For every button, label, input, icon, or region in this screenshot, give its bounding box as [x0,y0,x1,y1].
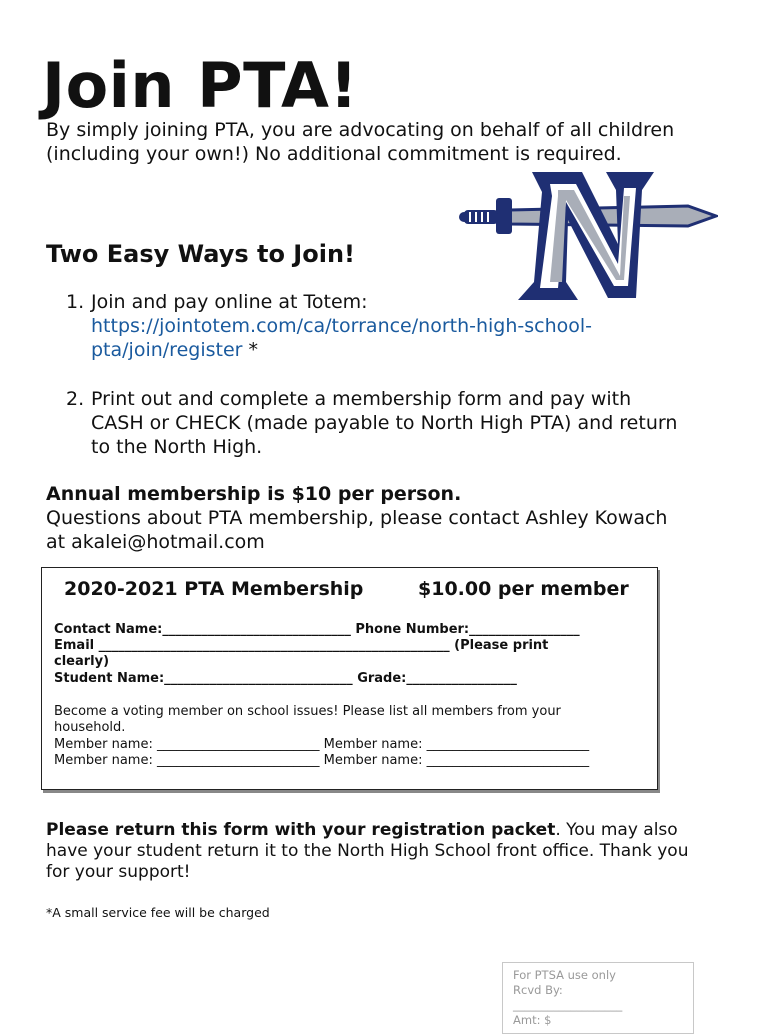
totem-link[interactable]: https://jointotem.com/ca/torrance/north-high-school- [91,315,593,337]
contact-text: Questions about PTA membership, please contact Ashley Kowach [46,507,668,529]
contact-phone-fields[interactable]: Contact Name:_____________________________ Phone Number:_________________ [54,622,580,637]
annual-fee: Annual membership is $10 per person. [46,483,462,505]
step-text: Join and pay online at Totem: [91,291,368,313]
form-title: 2020-2021 PTA Membership [64,578,364,600]
return-note-rest: . You may also [555,820,678,840]
received-by-label: Rcvd By: [513,983,563,997]
intro-line-1: By simply joining PTA, you are advocating on behalf of all children [46,119,675,141]
student-grade-fields[interactable]: Student Name:_____________________________ Grade:_________________ [54,671,517,686]
totem-link-cont[interactable]: pta/join/register [91,339,243,361]
step-text: to the North High. [91,436,263,458]
step-text: Print out and complete a membership form and pay with [91,388,632,410]
saber-n-logo-icon [458,166,718,306]
office-use-label: For PTSA use only [513,968,616,982]
voting-text: Become a voting member on school issues! Please list all members from your [54,704,561,719]
member-name-fields[interactable]: Member name: _________________________ Member name: _________________________ [54,753,590,768]
email-field[interactable]: Email ______________________________________________________ (Please print [54,638,549,653]
service-fee-note: *A small service fee will be charged [46,905,270,920]
form-price: $10.00 per member [418,578,629,600]
member-name-fields[interactable]: Member name: _________________________ Member name: _________________________ [54,737,590,752]
membership-info [46,482,746,554]
intro-line-2: (including your own!) No additional commitment is required. [46,143,622,165]
voting-text-cont: household. [54,720,126,735]
intro-text [46,118,736,166]
amount-label: Amt: $ [513,1013,552,1027]
asterisk: * [242,339,258,361]
step-text: CASH or CHECK (made payable to North High PTA) and return [91,412,678,434]
return-note-line: for your support! [46,862,191,882]
received-by-line: ___________________ [513,998,623,1012]
return-note-line: have your student return it to the North High School front office. Thank you [46,841,689,861]
return-note [46,820,746,883]
step-number: 1. [66,291,85,313]
join-step-online [46,290,736,370]
ways-heading: Two Easy Ways to Join! [46,240,355,268]
join-step-print [46,387,736,467]
contact-email: at akalei@hotmail.com [46,531,265,553]
office-use-box [502,962,694,1034]
step-number: 2. [66,388,85,410]
return-note-bold: Please return this form with your registration packet [46,820,556,840]
page-title: Join PTA! [42,49,359,122]
email-field-note: clearly) [54,654,110,669]
membership-form [41,567,658,790]
